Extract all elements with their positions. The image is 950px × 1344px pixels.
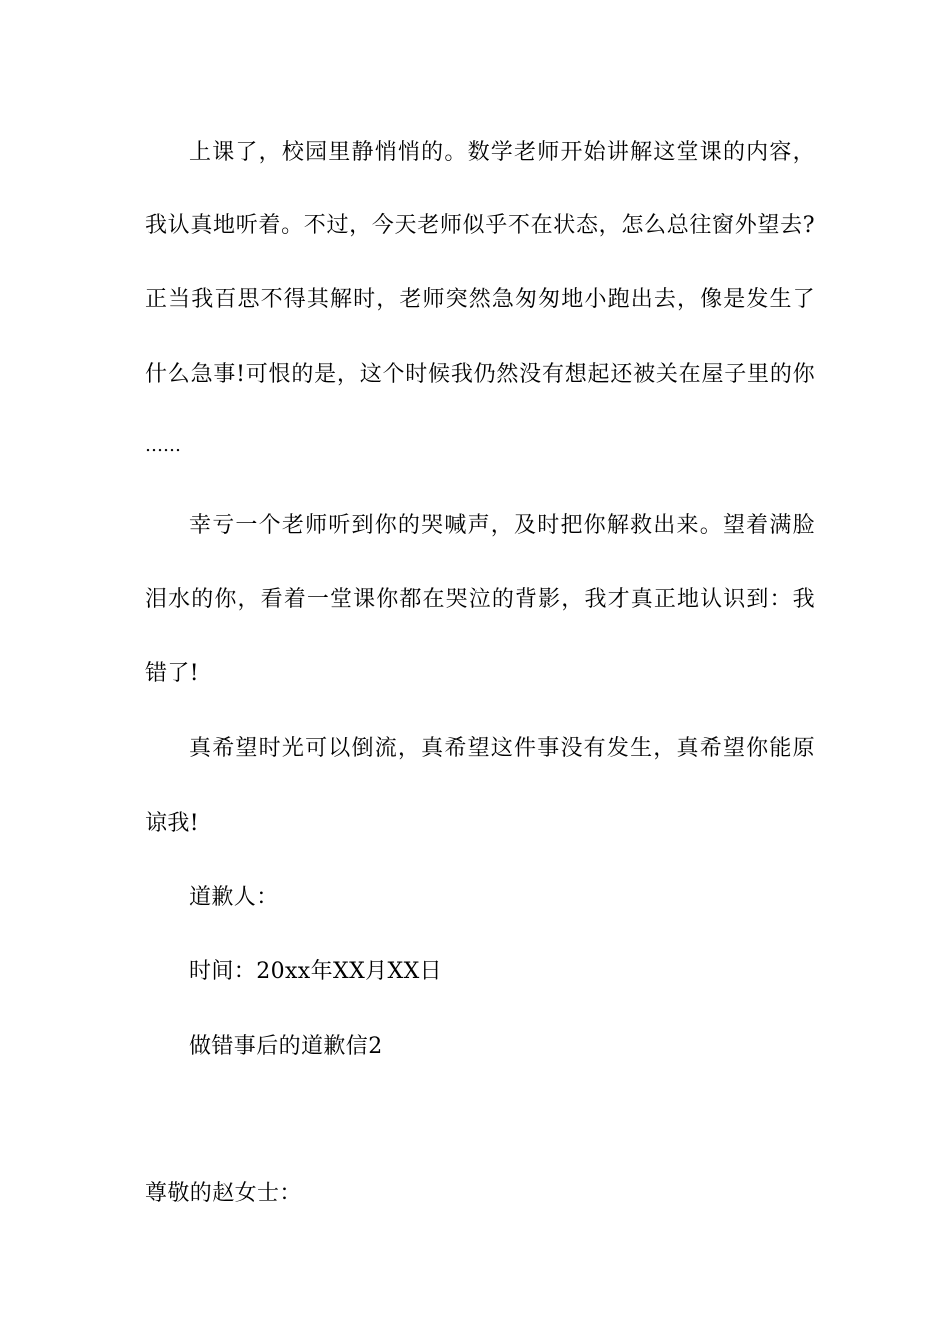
date-line: 时间：20xx年XX月XX日	[189, 959, 443, 984]
paragraph-1-line-4: 什么急事!可恨的是，这个时候我仍然没有想起还被关在屋子里的你	[145, 362, 815, 387]
paragraph-1-line-1: 上课了，校园里静悄悄的。数学老师开始讲解这堂课的内容，	[189, 140, 815, 165]
paragraph-3-line-2: 谅我!	[145, 811, 200, 836]
paragraph-1-line-2: 我认真地听着。不过，今天老师似乎不在状态，怎么总往窗外望去?	[145, 213, 815, 238]
paragraph-2-line-1: 幸亏一个老师听到你的哭喊声，及时把你解救出来。望着满脸	[189, 513, 815, 538]
paragraph-2-line-2: 泪水的你，看着一堂课你都在哭泣的背影，我才真正地认识到：我	[145, 587, 815, 612]
signature-label: 道歉人：	[189, 885, 279, 910]
section-heading: 做错事后的道歉信2	[189, 1034, 383, 1059]
paragraph-2-line-3: 错了!	[145, 661, 200, 686]
paragraph-1-ellipsis: ……	[145, 435, 181, 456]
salutation: 尊敬的赵女士：	[145, 1181, 302, 1206]
paragraph-1-line-3: 正当我百思不得其解时，老师突然急匆匆地小跑出去，像是发生了	[145, 287, 815, 312]
paragraph-3-line-1: 真希望时光可以倒流，真希望这件事没有发生，真希望你能原	[189, 736, 815, 761]
